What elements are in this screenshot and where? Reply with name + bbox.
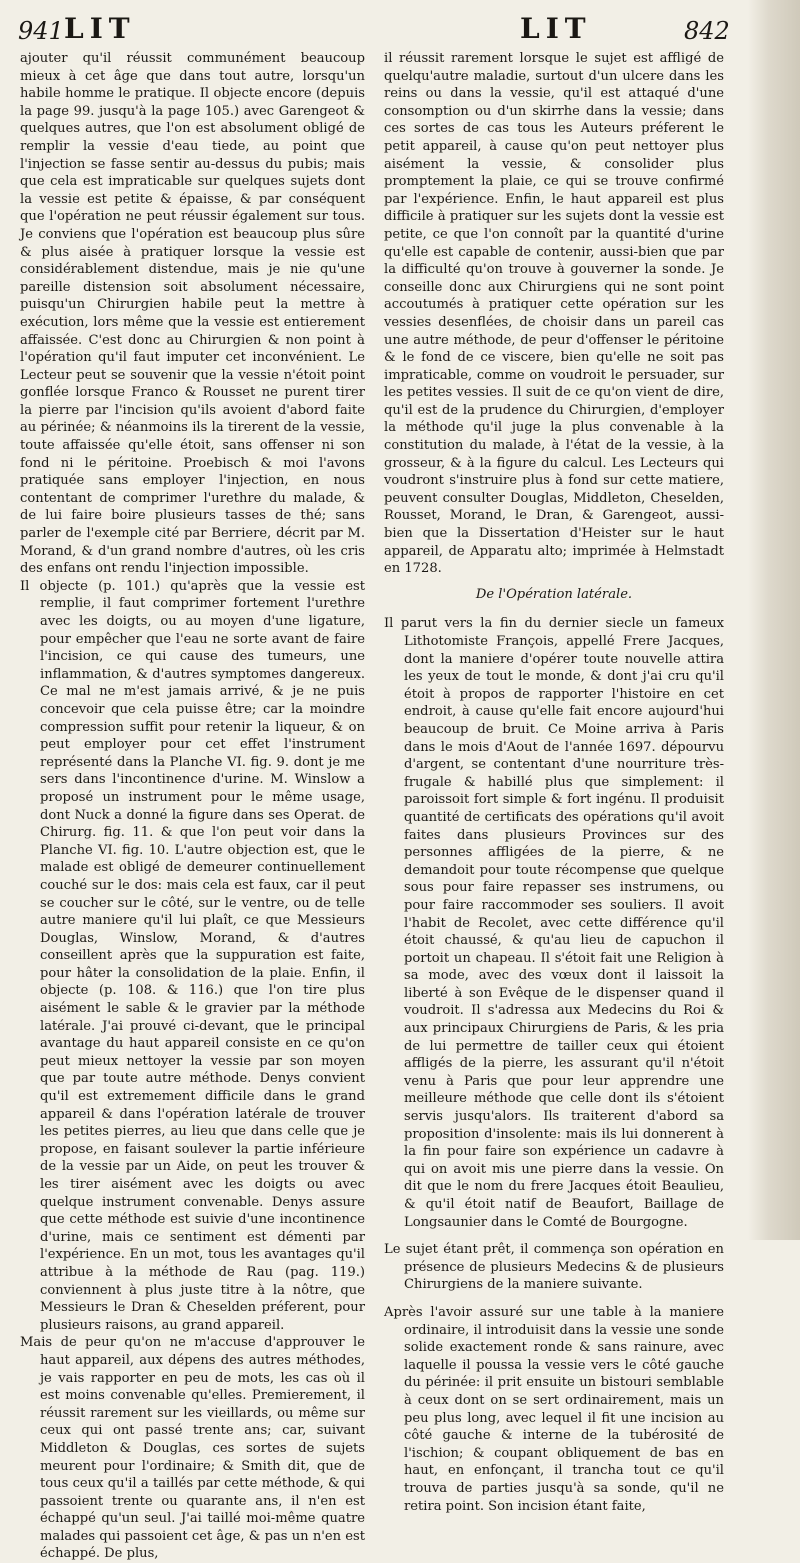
- paragraph: Il objecte (p. 101.) qu'après que la vessie est remplie, il faut comprimer fortement l'urethre avec les doigts, ou au moyen d'une ligature, pour empêcher que l'eau ne sorte avant de faire l'incision, ce qui cause des tumeurs, une inflammation, & d'autres symptomes dangereux. Ce mal ne m'est jamais arrivé, & je ne puis concevoir que cela puisse être; car la moindre compression suffit pour retenir la liqueur, & on peut employer pour cet effet l'instrument représenté dans la Planche VI. fig. 9. dont je me sers dans l'incontinence d'urine. M. Winslow a proposé un instrument pour le même usage, dont Nuck a donné la figure dans ses Operat. de Chirurg. fig. 11. & que l'on peut voir dans la Planche VI. fig. 10. L'autre objection est, que le malade est obligé de demeurer continuellement couché sur le dos: mais cela est faux, car il peut se coucher sur le côté, sur le ventre, ou de telle autre maniere qu'il lui plaît, ce que Messieurs Douglas, Winslow, Morand, & d'autres conseillent après que la suppuration est faite, pour hâter la consolidation de la plaie. Enfin, il objecte (p. 108. & 116.) que l'on tire plus aisément le sable & le gravier par la méthode latérale. J'ai prouvé ci-devant, que le principal avantage du haut appareil consiste en ce qu'on peut mieux nettoyer la vessie par son moyen que par toute autre méthode. Denys convient qu'il est extremement difficile dans le grand appareil & dans l'opération latérale de trouver les petites pierres, au lieu que dans celle que je propose, en faisant soulever la partie inférieure de la vessie par un Aide, on peut les trouver & les tirer aisément avec les doigts ou avec quelque instrument convenable. Denys assure que cette méthode est suivie d'une incontinence d'urine, mais ce sentiment est démenti par l'expérience. En un mot, tous les avantages qu'il attribue à la méthode de Rau (pag. 119.) conviennent à plus juste titre à la nôtre, que Messieurs le Dran & Cheselden préferent, pour plusieurs raisons, au grand appareil.: [20, 578, 365, 1333]
- left-column: [20, 50, 365, 1563]
- paragraph: ajouter qu'il réussit communément beaucoup mieux à cet âge que dans tout autre, lorsqu'un habile homme le pratique. Il objecte encore (depuis la page 99. jusqu'à la page 105.) avec Garengeot & quelques autres, que l'on est absolument obligé de remplir la vessie d'eau tiede, au point que l'injection se fasse sentir au-dessus du pubis; mais que cela est impraticable sur quelques sujets dont la vessie est petite & épaisse, & par conséquent que l'opération ne peut réussir également sur tous. Je conviens que l'opération est beaucoup plus sûre & plus aisée à pratiquer lorsque la vessie est considérablement distendue, mais je nie qu'une pareille distension soit absolument nécessaire, puisqu'un Chirurgien habile peut la mettre à exécution, lors même que la vessie est entierement affaissée. C'est donc au Chirurgien & non point à l'opération qu'il faut imputer cet inconvénient. Le Lecteur peut se souvenir que la vessie n'étoit point gonflée lorsque Franco & Rousset ne purent tirer la pierre par l'incision qu'ils avoient d'abord faite au périnée; & néanmoins ils la tirerent de la vessie, toute affaissée qu'elle étoit, sans offenser ni son fond ni le péritoine. Proebisch & moi l'avons pratiquée sans employer l'injection, en nous contentant de comprimer l'urethre du malade, & de lui faire boire plusieurs tasses de thé; sans parler de l'exemple cité par Berriere, décrit par M. Morand, & d'un grand nombre d'autres, où les cris des enfans ont rendu l'injection impossible.: [20, 51, 365, 577]
- paragraph: Après l'avoir assuré sur une table à la maniere ordinaire, il introduisit dans la vessie une sonde solide exactement ronde & sans rainure, avec laquelle il poussa la vessie vers le côté gauche du périnée: il prit ensuite un bistouri semblable à ceux dont on se sert ordinairement, mais un peu plus long, avec lequel il fit une incision au côté gauche & interne de la tubérosité de l'ischion; & coupant obliquement de bas en haut, en enfonçant, il trancha tout ce qu'il trouva de parties jusqu'à sa sonde, qu'il ne retira point. Son incision étant faite,: [384, 1304, 724, 1514]
- paragraph: il réussit rarement lorsque le sujet est affligé de quelqu'autre maladie, surtout d'un ulcere dans les reins ou dans la vessie, qu'il est attaqué d'une consomption ou d'un skirrhe dans la vessie; dans ces sortes de cas tous les Auteurs préferent le petit appareil, à cause qu'on peut nettoyer plus aisément la vessie, & consolider plus promptement la plaie, ce qui se trouve confirmé par l'expérience. Enfin, le haut appareil est plus difficile à pratiquer sur les sujets dont la vessie est petite, ce que l'on connoît par la quantité d'urine qu'elle est capable de contenir, aussi-bien que par la difficulté qu'on trouve à gouverner la sonde. Je conseille donc aux Chirurgiens qui ne sont point accoutumés à pratiquer cette opération sur les vessies desenflées, de choisir dans un pareil cas une autre méthode, de peur d'offenser le péritoine & le fond de ce viscere, bien qu'elle ne soit pas impraticable, comme on voudroit le persuader, sur les petites vessies. Il suit de ce qu'on vient de dire, qu'il est de la prudence du Chirurgien, d'employer la méthode qu'il juge la plus convenable à la constitution du malade, à l'état de la vessie, à la grosseur, & à la figure du calcul. Les Lecteurs qui voudront s'instruire plus à fond sur cette matiere, peuvent consulter Douglas, Middleton, Cheselden, Rousset, Morand, le Dran, & Garengeot, aussi-bien que la Dissertation d'Heister sur le haut appareil, de Apparatu alto; imprimée à Helmstadt en 1728.: [384, 51, 724, 577]
- right-running-head: LIT: [520, 12, 592, 45]
- paragraph: Mais de peur qu'on ne m'accuse d'approuver le haut appareil, aux dépens des autres méthodes, je vais rapporter en peu de mots, les cas où il est moins convenable qu'elles. Premierement, il réussit rarement sur les vieillards, ou même sur ceux qui ont passé trente ans; car, suivant Middleton & Douglas, ces sortes de sujets meurent pour l'ordinaire; & Smith dit, que de tous ceux qu'il a taillés par cette méthode, & qui passoient trente ou quarante ans, il n'en est échappé qu'un seul. J'ai taillé moi-même quatre malades qui passoient cet âge, & pas un n'en est échappé. De plus,: [20, 1335, 365, 1562]
- paragraph: Le sujet étant prêt, il commença son opération en présence de plusieurs Medecins & de plusieurs Chirurgiens de la maniere suivante.: [384, 1242, 724, 1293]
- paragraph: Il parut vers la fin du dernier siecle un fameux Lithotomiste François, appellé Frere Jacques, dont la maniere d'opérer toute nouvelle attira les yeux de tout le monde, & dont j'ai cru qu'il étoit à propos de rapporter l'histoire en cet endroit, à cause qu'elle fait encore aujourd'hui beaucoup de bruit. Ce Moine arriva à Paris dans le mois d'Aout de l'année 1697. dépourvu d'argent, se contentant d'une nourriture très-frugale & habillé plus que simplement: il paroissoit fort simple & fort ingénu. Il produisit quantité de certificats des opérations qu'il avoit faites dans plusieurs Provinces sur des personnes affligées de la pierre, & ne demandoit pour toute récompense que quelque sous pour faire repasser ses instrumens, ou pour faire raccommoder ses souliers. Il avoit l'habit de Recolet, avec cette différence qu'il étoit chaussé, & qu'au lieu de capuchon il portoit un chapeau. Il s'étoit fait une Religion à sa mode, avec des vœux dont il laissoit la liberté à son Evêque de le dispenser quand il voudroit. Il s'adressa aux Medecins du Roi & aux principaux Chirurgiens de Paris, & les pria de lui permettre de tailler ceux qui étoient affligés de la pierre, les assurant qu'il n'étoit venu à Paris que pour leur apprendre une meilleure méthode que celle dont ils s'étoient servis jusqu'alors. Ils traiterent d'abord sa proposition d'insolente: mais ils lui donnerent à la fin pour faire son expérience un cadavre à qui on avoit mis une pierre dans la vessie. On dit que le nom du frere Jacques étoit Beaulieu, & qu'il étoit natif de Beaufort, Baillage de Longsaunier dans le Comté de Bourgogne.: [384, 616, 724, 1230]
- left-page-number: 941: [18, 17, 64, 45]
- right-page-number: 842: [684, 17, 730, 45]
- left-running-head: LIT: [64, 12, 136, 45]
- section-heading: De l'Opération latérale.: [475, 586, 633, 602]
- right-column: [384, 50, 724, 1515]
- page-edge: [748, 0, 800, 1240]
